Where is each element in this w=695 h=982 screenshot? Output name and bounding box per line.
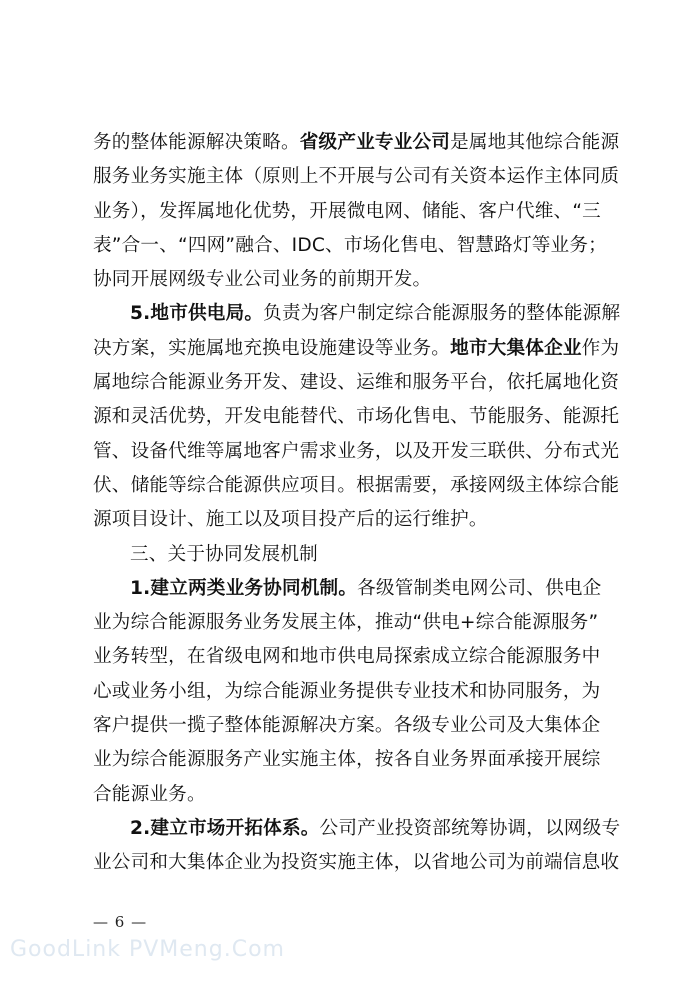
text-run: 协同开展网级专业公司业务的前期开发。 (93, 269, 432, 291)
text-line (93, 195, 613, 229)
text-run: 合能源业务。 (93, 783, 206, 805)
text-run: 作为 (581, 337, 620, 359)
text-run: 负责为客户制定综合能源服务的整体能源解 (263, 303, 621, 325)
text-run: 属地综合能源业务开发、建设、运维和服务平台，依托属地化资 (93, 372, 620, 394)
text-run: 业务转型，在省级电网和地市供电局探索成立综合能源服务中 (93, 646, 601, 668)
text-run: 源项目设计、施工以及项目投产后的运行维护。 (93, 509, 488, 531)
text-run: 业公司和大集体企业为投资实施主体，以省地公司为前端信息收 (93, 852, 620, 874)
text-run: 服务业务实施主体（原则上不开展与公司有关资本运作主体同质 (93, 166, 620, 188)
text-run: 源和灵活优势，开发电能替代、市场化售电、节能服务、能源托 (93, 406, 620, 428)
text-line (93, 709, 613, 743)
bold-heading-run: 地市大集体企业 (450, 337, 582, 359)
text-line (93, 846, 620, 880)
text-run: 客户提供一揽子整体能源解决方案。各级专业公司及大集体企 (93, 715, 601, 737)
text-line (93, 366, 620, 400)
text-run: 是属地其他综合能源 (450, 132, 620, 153)
text-line (93, 743, 613, 777)
text-line (93, 229, 613, 263)
text-line (93, 160, 620, 194)
text-run: 三、关于协同发展机制 (130, 543, 318, 565)
watermark-text: GoodLink PVMeng.Com (10, 937, 285, 962)
page-number: — 6 — (93, 913, 148, 931)
text-line (93, 297, 621, 331)
text-run: 业务），发挥属地化优势，开展微电网、储能、客户代维、“三 (93, 200, 601, 222)
bold-heading-run: 1.建立两类业务协同机制。 (130, 577, 358, 599)
text-line (93, 640, 613, 674)
text-run: 业为综合能源服务产业实施主体，按各自业务界面承接开展综 (93, 749, 601, 771)
text-run: 管、设备代维等属地客户需求业务，以及开发三联供、分布式光 (93, 440, 620, 462)
text-run: 表”合一、“四网”融合、IDC、市场化售电、智慧路灯等业务； (93, 234, 607, 256)
text-line (93, 812, 621, 846)
text-line (93, 503, 613, 537)
text-run: 业为综合能源服务业务发展主体，推动“供电+综合能源服务” (93, 612, 599, 634)
text-line (93, 538, 613, 572)
text-run: 务的整体能源解决策略。 (93, 132, 300, 153)
text-run: 各级管制类电网公司、供电企 (357, 577, 602, 599)
document-body (93, 126, 621, 881)
text-run: 心或业务小组，为综合能源业务提供专业技术和协同服务，为 (93, 680, 601, 702)
text-line (93, 778, 613, 812)
bold-heading-run: 省级产业专业公司 (299, 132, 451, 153)
text-line (93, 400, 620, 434)
text-line (93, 606, 613, 640)
text-line (93, 675, 613, 709)
text-run: 伏、储能等综合能源供应项目。根据需要，承接网级主体综合能 (93, 474, 620, 496)
bold-heading-run: 2.建立市场开拓体系。 (130, 817, 320, 839)
text-line (93, 263, 613, 297)
text-line (93, 572, 613, 606)
bold-heading-run: 5.地市供电局。 (130, 303, 264, 325)
text-line (93, 435, 620, 469)
text-line (93, 332, 620, 366)
text-line (93, 126, 620, 160)
text-run: 决方案，实施属地充换电设施建设等业务。 (93, 337, 451, 359)
text-run: 公司产业投资部统筹协调，以网级专 (319, 817, 621, 839)
text-line (93, 469, 620, 503)
